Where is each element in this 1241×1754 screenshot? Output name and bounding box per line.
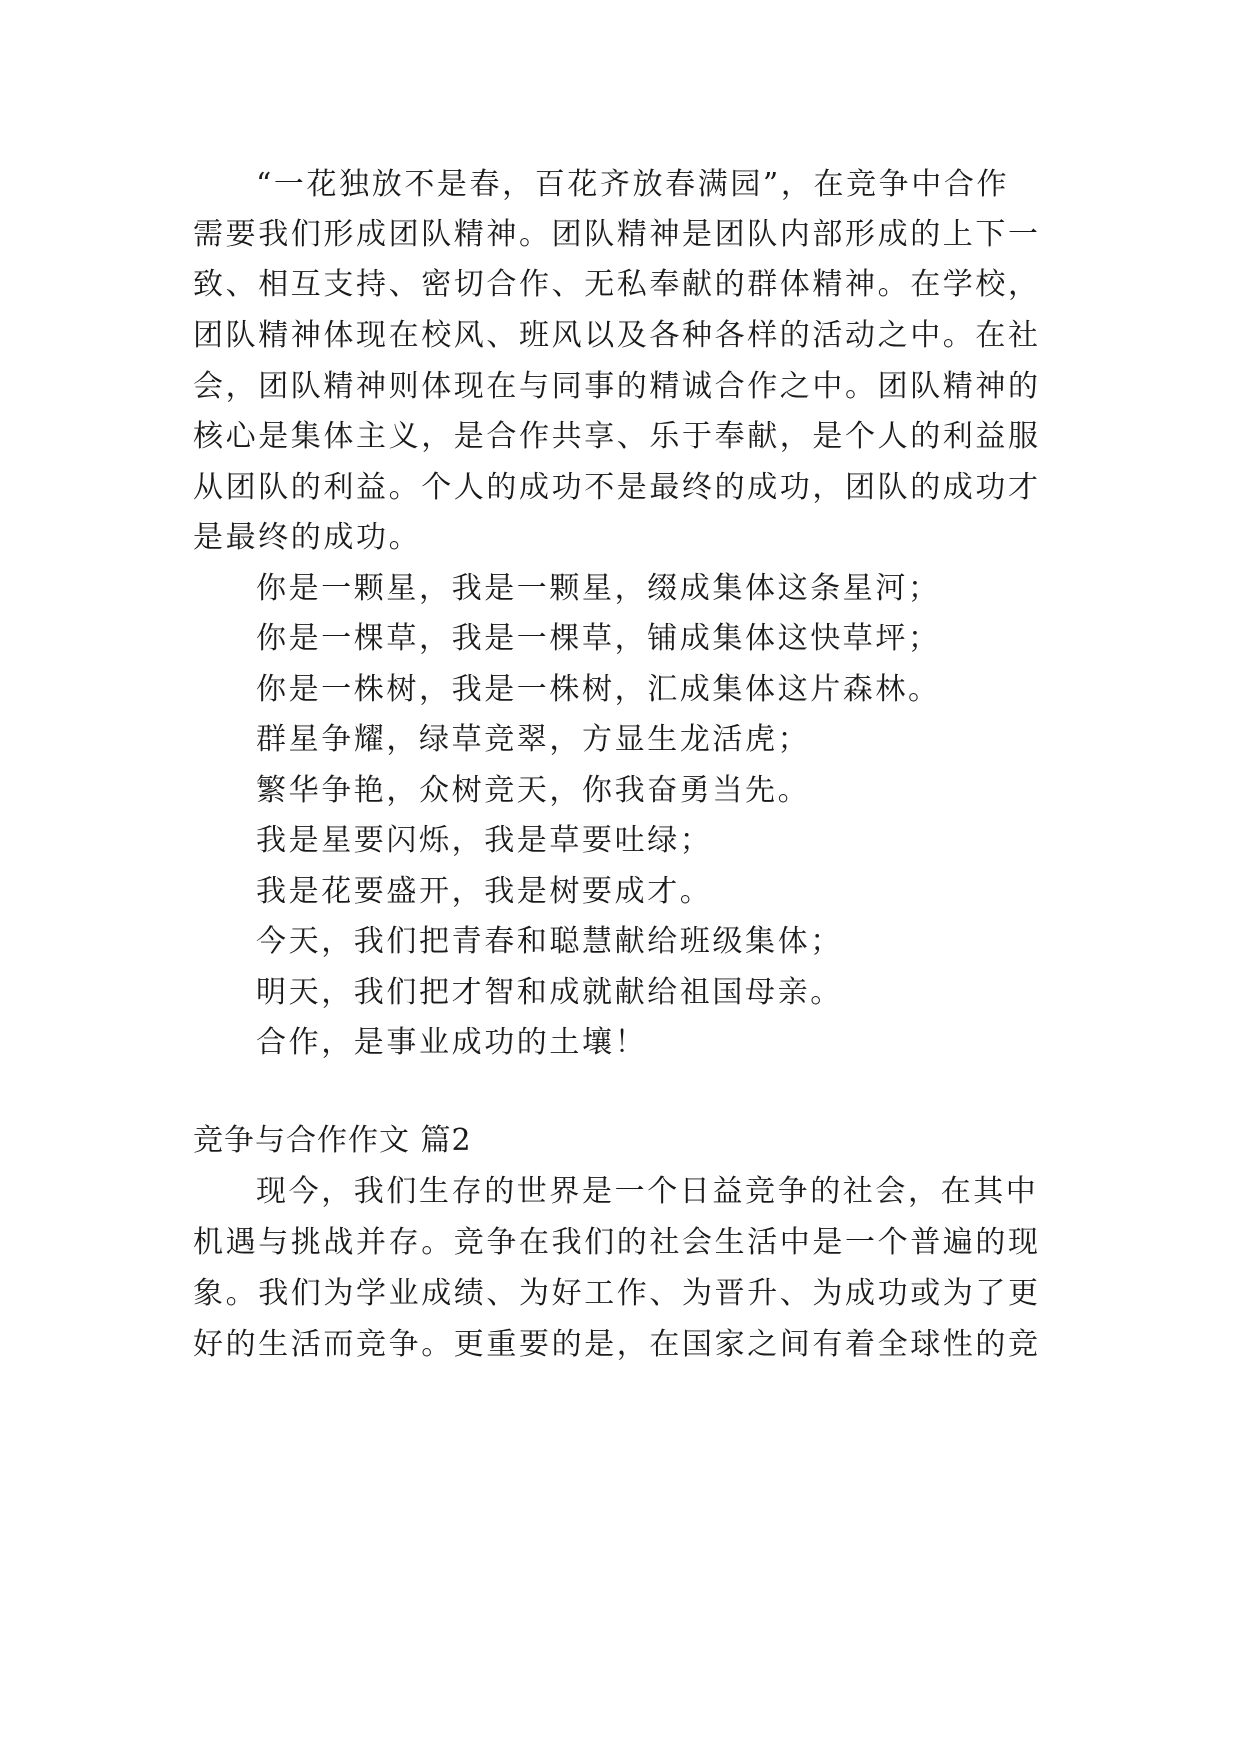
paragraph-1-line: 核心是集体主义，是合作共享、乐于奉献，是个人的利益服 [193,419,1041,454]
poem-line: 你是一棵草，我是一棵草，铺成集体这快草坪； [256,621,941,656]
paragraph-1-line: 从团队的利益。个人的成功不是最终的成功，团队的成功才 [193,470,1041,505]
paragraph-1-line: 会，团队精神则体现在与同事的精诚合作之中。团队精神的 [193,369,1041,404]
poem-line: 我是花要盛开，我是树要成才。 [256,874,713,909]
poem-line: 今天，我们把青春和聪慧献给班级集体； [256,924,843,959]
poem-line: 你是一株树，我是一株树，汇成集体这片森林。 [256,672,941,707]
poem-line: 我是星要闪烁，我是草要吐绿； [256,823,713,858]
poem-line: 群星争耀，绿草竞翠，方显生龙活虎； [256,722,811,757]
poem-line: 繁华争艳，众树竞天，你我奋勇当先。 [256,773,811,808]
poem-line: 合作，是事业成功的土壤！ [256,1025,648,1060]
paragraph-1-line: 团队精神体现在校风、班风以及各种各样的活动之中。在社 [193,318,1041,353]
paragraph-1-line: 致、相互支持、密切合作、无私奉献的群体精神。在学校， [193,267,1041,302]
paragraph-2-line: 好的生活而竞争。更重要的是，在国家之间有着全球性的竞 [193,1327,1041,1362]
paragraph-2-line: 机遇与挑战并存。竞争在我们的社会生活中是一个普遍的现 [193,1225,1041,1260]
paragraph-1-line: 是最终的成功。 [193,520,422,555]
paragraph-1-line: “一花独放不是春，百花齐放春满园”，在竞争中合作 [256,167,1010,202]
section-heading: 竞争与合作作文 篇2 [193,1123,472,1158]
paragraph-2-line: 象。我们为学业成绩、为好工作、为晋升、为成功或为了更 [193,1276,1041,1311]
poem-line: 你是一颗星，我是一颗星，缀成集体这条星河； [256,571,941,606]
poem-line: 明天，我们把才智和成就献给祖国母亲。 [256,975,843,1010]
paragraph-1-line: 需要我们形成团队精神。团队精神是团队内部形成的上下一 [193,217,1041,252]
paragraph-2-line: 现今，我们生存的世界是一个日益竞争的社会，在其中 [256,1174,1039,1209]
